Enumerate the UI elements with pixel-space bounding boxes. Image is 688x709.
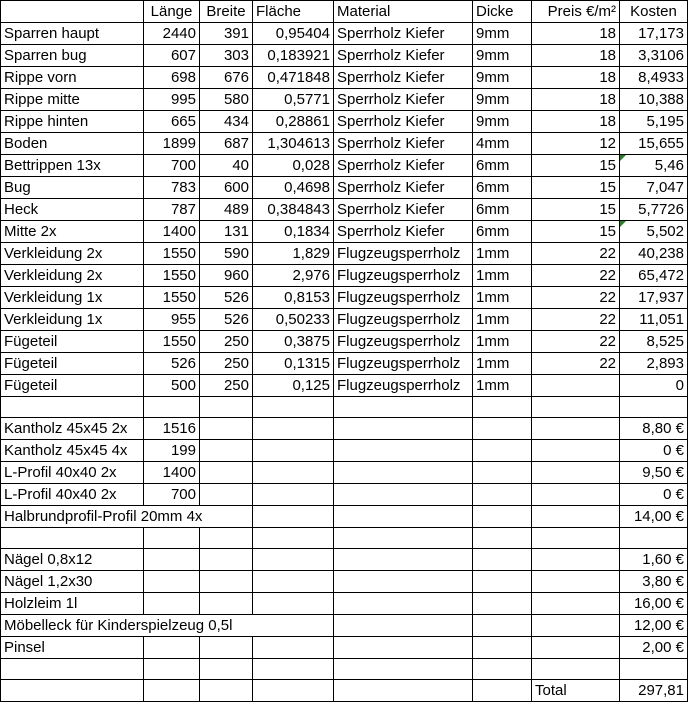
part-name-cell[interactable]: Verkleidung 2x (1, 265, 144, 287)
profile-kosten-cell[interactable]: 0 € (620, 484, 688, 506)
part-flaeche-cell[interactable]: 0,95404 (253, 23, 334, 45)
part-material-cell[interactable]: Sperrholz Kiefer (334, 177, 473, 199)
misc-name-cell[interactable]: Holzleim 1l (1, 593, 144, 615)
empty-cell[interactable] (473, 462, 532, 484)
empty-cell[interactable] (334, 397, 473, 418)
part-row (1, 155, 688, 177)
empty-cell[interactable] (532, 615, 620, 637)
empty-cell[interactable] (253, 680, 334, 702)
part-breite-cell[interactable]: 676 (200, 67, 253, 89)
part-kosten-cell[interactable]: 2,893 (620, 353, 688, 375)
part-row (1, 23, 688, 45)
empty-cell[interactable] (200, 397, 253, 418)
part-flaeche-cell[interactable]: 1,304613 (253, 133, 334, 155)
part-dicke-cell[interactable]: 1mm (473, 353, 532, 375)
header-cell-material[interactable]: Material (334, 1, 473, 23)
empty-cell[interactable] (473, 506, 532, 528)
empty-cell[interactable] (200, 528, 253, 549)
part-material-cell[interactable]: Flugzeugsperrholz (334, 243, 473, 265)
empty-cell[interactable] (200, 593, 253, 615)
misc-kosten-cell[interactable]: 16,00 € (620, 593, 688, 615)
part-dicke-cell[interactable]: 1mm (473, 331, 532, 353)
part-kosten-cell[interactable]: 17,173 (620, 23, 688, 45)
part-name-cell[interactable]: Sparren haupt (1, 23, 144, 45)
profile-row (1, 440, 688, 462)
part-flaeche-cell[interactable]: 0,471848 (253, 67, 334, 89)
empty-cell[interactable] (473, 637, 532, 659)
part-flaeche-cell[interactable]: 0,384843 (253, 199, 334, 221)
misc-kosten-cell[interactable]: 2,00 € (620, 637, 688, 659)
part-material-cell[interactable]: Flugzeugsperrholz (334, 309, 473, 331)
empty-cell[interactable] (334, 659, 473, 680)
part-dicke-cell[interactable]: 1mm (473, 265, 532, 287)
misc-name-cell[interactable]: Nägel 1,2x30 (1, 571, 144, 593)
blank-row (1, 397, 688, 418)
part-laenge-cell[interactable]: 1899 (144, 133, 200, 155)
part-kosten-cell[interactable]: 0 (620, 375, 688, 397)
part-material-cell[interactable]: Sperrholz Kiefer (334, 199, 473, 221)
part-name-cell[interactable]: Boden (1, 133, 144, 155)
part-preis-cell[interactable]: 18 (532, 45, 620, 67)
part-laenge-cell[interactable]: 1550 (144, 265, 200, 287)
empty-cell[interactable] (144, 680, 200, 702)
part-preis-cell[interactable] (532, 375, 620, 397)
part-name-cell[interactable]: Verkleidung 2x (1, 243, 144, 265)
empty-cell[interactable] (532, 593, 620, 615)
part-name-cell[interactable]: Sparren bug (1, 45, 144, 67)
empty-cell[interactable] (532, 659, 620, 680)
part-kosten-cell[interactable]: 7,047 (620, 177, 688, 199)
empty-cell[interactable] (253, 506, 334, 528)
empty-cell[interactable] (144, 528, 200, 549)
part-row (1, 265, 688, 287)
empty-cell[interactable] (473, 615, 532, 637)
part-kosten-cell[interactable]: 11,051 (620, 309, 688, 331)
part-breite-cell[interactable]: 580 (200, 89, 253, 111)
part-name-cell[interactable]: Mitte 2x (1, 221, 144, 243)
empty-cell[interactable] (334, 528, 473, 549)
empty-cell[interactable] (1, 680, 144, 702)
empty-cell[interactable] (334, 680, 473, 702)
empty-cell[interactable] (532, 506, 620, 528)
empty-cell[interactable] (253, 593, 334, 615)
part-breite-cell[interactable]: 489 (200, 199, 253, 221)
misc-row (1, 615, 688, 637)
empty-cell[interactable] (334, 418, 473, 440)
part-breite-cell[interactable]: 303 (200, 45, 253, 67)
empty-cell[interactable] (334, 637, 473, 659)
empty-cell[interactable] (334, 462, 473, 484)
part-laenge-cell[interactable]: 698 (144, 67, 200, 89)
part-breite-cell[interactable]: 434 (200, 111, 253, 133)
part-row (1, 309, 688, 331)
part-laenge-cell[interactable]: 607 (144, 45, 200, 67)
empty-cell[interactable] (473, 571, 532, 593)
profile-laenge-cell[interactable]: 1516 (144, 418, 200, 440)
empty-cell[interactable] (473, 418, 532, 440)
empty-cell[interactable] (473, 484, 532, 506)
empty-cell[interactable] (532, 484, 620, 506)
empty-cell[interactable] (200, 440, 253, 462)
part-material-cell[interactable]: Sperrholz Kiefer (334, 133, 473, 155)
part-material-cell[interactable]: Sperrholz Kiefer (334, 23, 473, 45)
empty-cell[interactable] (253, 659, 334, 680)
misc-kosten-cell[interactable]: 1,60 € (620, 549, 688, 571)
blank-row (1, 659, 688, 680)
part-breite-cell[interactable]: 960 (200, 265, 253, 287)
part-dicke-cell[interactable]: 9mm (473, 89, 532, 111)
header-cell-name[interactable] (1, 1, 144, 23)
empty-cell[interactable] (334, 440, 473, 462)
empty-cell[interactable] (334, 549, 473, 571)
empty-cell[interactable] (620, 397, 688, 418)
part-flaeche-cell[interactable]: 2,976 (253, 265, 334, 287)
misc-row (1, 549, 688, 571)
part-breite-cell[interactable]: 40 (200, 155, 253, 177)
part-laenge-cell[interactable]: 500 (144, 375, 200, 397)
part-dicke-cell[interactable]: 9mm (473, 111, 532, 133)
empty-cell[interactable] (144, 397, 200, 418)
header-cell-kosten[interactable]: Kosten (620, 1, 688, 23)
part-laenge-cell[interactable]: 665 (144, 111, 200, 133)
empty-cell[interactable] (253, 440, 334, 462)
part-flaeche-cell[interactable]: 0,5771 (253, 89, 334, 111)
empty-cell[interactable] (144, 637, 200, 659)
profile-name-cell[interactable]: Kantholz 45x45 2x (1, 418, 144, 440)
part-flaeche-cell[interactable]: 0,4698 (253, 177, 334, 199)
part-breite-cell[interactable]: 131 (200, 221, 253, 243)
empty-cell[interactable] (473, 593, 532, 615)
header-cell-dicke[interactable]: Dicke (473, 1, 532, 23)
empty-cell[interactable] (200, 659, 253, 680)
empty-cell[interactable] (1, 397, 144, 418)
part-name-cell[interactable]: Verkleidung 1x (1, 309, 144, 331)
empty-cell[interactable] (253, 637, 334, 659)
profile-laenge-cell[interactable]: 1400 (144, 462, 200, 484)
part-name-cell[interactable]: Rippe mitte (1, 89, 144, 111)
part-flaeche-cell[interactable]: 1,829 (253, 243, 334, 265)
part-kosten-cell[interactable]: 17,937 (620, 287, 688, 309)
empty-cell[interactable] (200, 680, 253, 702)
part-row (1, 287, 688, 309)
empty-cell[interactable] (473, 549, 532, 571)
part-row (1, 331, 688, 353)
misc-kosten-cell[interactable]: 12,00 € (620, 615, 688, 637)
part-row (1, 89, 688, 111)
part-row (1, 133, 688, 155)
part-laenge-cell[interactable]: 526 (144, 353, 200, 375)
profile-kosten-cell[interactable]: 9,50 € (620, 462, 688, 484)
part-kosten-cell[interactable]: 8,525 (620, 331, 688, 353)
part-kosten-cell[interactable]: 5,195 (620, 111, 688, 133)
misc-name-cell[interactable]: Möbelleck für Kinderspielzeug 0,5l (1, 615, 334, 637)
empty-cell[interactable] (334, 593, 473, 615)
empty-cell[interactable] (334, 571, 473, 593)
empty-cell[interactable] (253, 528, 334, 549)
part-name-cell[interactable]: Heck (1, 199, 144, 221)
part-preis-cell[interactable]: 15 (532, 199, 620, 221)
empty-cell[interactable] (144, 571, 200, 593)
spreadsheet-body (1, 1, 688, 702)
empty-cell[interactable] (532, 528, 620, 549)
empty-cell[interactable] (144, 593, 200, 615)
part-row (1, 375, 688, 397)
empty-cell[interactable] (1, 659, 144, 680)
empty-cell[interactable] (200, 484, 253, 506)
empty-cell[interactable] (334, 484, 473, 506)
total-value-cell[interactable]: 297,81 (620, 680, 688, 702)
part-material-cell[interactable]: Sperrholz Kiefer (334, 221, 473, 243)
part-dicke-cell[interactable]: 1mm (473, 309, 532, 331)
profile-name-cell[interactable]: Halbrundprofil-Profil 20mm 4x (1, 506, 253, 528)
part-kosten-cell[interactable]: 65,472 (620, 265, 688, 287)
part-kosten-cell[interactable]: 8,4933 (620, 67, 688, 89)
header-cell-preis[interactable]: Preis €/m² (532, 1, 620, 23)
part-row (1, 243, 688, 265)
part-material-cell[interactable]: Flugzeugsperrholz (334, 331, 473, 353)
part-kosten-cell[interactable]: 40,238 (620, 243, 688, 265)
part-dicke-cell[interactable]: 1mm (473, 243, 532, 265)
part-breite-cell[interactable]: 600 (200, 177, 253, 199)
part-name-cell[interactable]: Bug (1, 177, 144, 199)
empty-cell[interactable] (473, 659, 532, 680)
total-label-cell[interactable]: Total (532, 680, 620, 702)
part-flaeche-cell[interactable]: 0,1315 (253, 353, 334, 375)
part-flaeche-cell[interactable]: 0,50233 (253, 309, 334, 331)
empty-cell[interactable] (144, 549, 200, 571)
part-kosten-cell[interactable]: 5,46 (620, 155, 688, 177)
part-row (1, 353, 688, 375)
part-laenge-cell[interactable]: 955 (144, 309, 200, 331)
profile-name-cell[interactable]: L-Profil 40x40 2x (1, 462, 144, 484)
part-kosten-cell[interactable]: 3,3106 (620, 45, 688, 67)
part-dicke-cell[interactable]: 9mm (473, 23, 532, 45)
empty-cell[interactable] (253, 462, 334, 484)
empty-cell[interactable] (200, 549, 253, 571)
header-cell-flaeche[interactable]: Fläche (253, 1, 334, 23)
part-name-cell[interactable]: Fügeteil (1, 331, 144, 353)
profile-laenge-cell[interactable]: 199 (144, 440, 200, 462)
part-material-cell[interactable]: Flugzeugsperrholz (334, 375, 473, 397)
part-breite-cell[interactable]: 687 (200, 133, 253, 155)
profile-row (1, 462, 688, 484)
part-laenge-cell[interactable]: 995 (144, 89, 200, 111)
part-preis-cell[interactable]: 22 (532, 243, 620, 265)
empty-cell[interactable] (532, 637, 620, 659)
part-kosten-cell[interactable]: 5,7726 (620, 199, 688, 221)
part-material-cell[interactable]: Flugzeugsperrholz (334, 287, 473, 309)
empty-cell[interactable] (253, 484, 334, 506)
part-flaeche-cell[interactable]: 0,28861 (253, 111, 334, 133)
part-kosten-cell[interactable]: 15,655 (620, 133, 688, 155)
part-laenge-cell[interactable]: 787 (144, 199, 200, 221)
part-row (1, 221, 688, 243)
part-laenge-cell[interactable]: 1550 (144, 243, 200, 265)
part-laenge-cell[interactable]: 700 (144, 155, 200, 177)
part-flaeche-cell[interactable]: 0,1834 (253, 221, 334, 243)
profile-name-cell[interactable]: Kantholz 45x45 4x (1, 440, 144, 462)
part-name-cell[interactable]: Fügeteil (1, 375, 144, 397)
part-dicke-cell[interactable]: 9mm (473, 45, 532, 67)
part-row (1, 199, 688, 221)
part-breite-cell[interactable]: 250 (200, 353, 253, 375)
part-material-cell[interactable]: Sperrholz Kiefer (334, 67, 473, 89)
misc-name-cell[interactable]: Nägel 0,8x12 (1, 549, 144, 571)
part-preis-cell[interactable]: 18 (532, 67, 620, 89)
empty-cell[interactable] (532, 571, 620, 593)
part-row (1, 177, 688, 199)
part-breite-cell[interactable]: 526 (200, 309, 253, 331)
misc-name-cell[interactable]: Pinsel (1, 637, 144, 659)
part-dicke-cell[interactable]: 1mm (473, 375, 532, 397)
part-name-cell[interactable]: Fügeteil (1, 353, 144, 375)
empty-cell[interactable] (532, 418, 620, 440)
part-row (1, 45, 688, 67)
part-dicke-cell[interactable]: 6mm (473, 221, 532, 243)
empty-cell[interactable] (532, 397, 620, 418)
empty-cell[interactable] (144, 659, 200, 680)
empty-cell[interactable] (253, 571, 334, 593)
part-flaeche-cell[interactable]: 0,183921 (253, 45, 334, 67)
empty-cell[interactable] (1, 528, 144, 549)
empty-cell[interactable] (200, 462, 253, 484)
empty-cell[interactable] (253, 397, 334, 418)
profile-laenge-cell[interactable]: 700 (144, 484, 200, 506)
profile-row (1, 506, 688, 528)
blank-row (1, 528, 688, 549)
part-name-cell[interactable]: Rippe hinten (1, 111, 144, 133)
part-preis-cell[interactable]: 22 (532, 287, 620, 309)
part-laenge-cell[interactable]: 1550 (144, 331, 200, 353)
part-name-cell[interactable]: Rippe vorn (1, 67, 144, 89)
empty-cell[interactable] (253, 549, 334, 571)
part-preis-cell[interactable]: 22 (532, 331, 620, 353)
misc-row (1, 637, 688, 659)
part-material-cell[interactable]: Sperrholz Kiefer (334, 45, 473, 67)
header-row (1, 1, 688, 23)
part-dicke-cell[interactable]: 4mm (473, 133, 532, 155)
part-material-cell[interactable]: Sperrholz Kiefer (334, 155, 473, 177)
misc-row (1, 571, 688, 593)
profile-row (1, 418, 688, 440)
profile-kosten-cell[interactable]: 14,00 € (620, 506, 688, 528)
misc-row (1, 593, 688, 615)
part-breite-cell[interactable]: 250 (200, 375, 253, 397)
empty-cell[interactable] (620, 659, 688, 680)
part-breite-cell[interactable]: 250 (200, 331, 253, 353)
part-flaeche-cell[interactable]: 0,3875 (253, 331, 334, 353)
empty-cell[interactable] (532, 462, 620, 484)
profile-kosten-cell[interactable]: 8,80 € (620, 418, 688, 440)
part-breite-cell[interactable]: 391 (200, 23, 253, 45)
total-row (1, 680, 688, 702)
empty-cell[interactable] (473, 397, 532, 418)
header-cell-laenge[interactable]: Länge (144, 1, 200, 23)
part-dicke-cell[interactable]: 9mm (473, 67, 532, 89)
profile-name-cell[interactable]: L-Profil 40x40 2x (1, 484, 144, 506)
part-dicke-cell[interactable]: 6mm (473, 155, 532, 177)
part-material-cell[interactable]: Sperrholz Kiefer (334, 89, 473, 111)
empty-cell[interactable] (253, 418, 334, 440)
part-material-cell[interactable]: Flugzeugsperrholz (334, 265, 473, 287)
part-material-cell[interactable]: Sperrholz Kiefer (334, 111, 473, 133)
profile-kosten-cell[interactable]: 0 € (620, 440, 688, 462)
part-laenge-cell[interactable]: 783 (144, 177, 200, 199)
part-flaeche-cell[interactable]: 0,028 (253, 155, 334, 177)
misc-kosten-cell[interactable]: 3,80 € (620, 571, 688, 593)
empty-cell[interactable] (200, 637, 253, 659)
header-cell-breite[interactable]: Breite (200, 1, 253, 23)
part-name-cell[interactable]: Bettrippen 13x (1, 155, 144, 177)
empty-cell[interactable] (200, 571, 253, 593)
part-breite-cell[interactable]: 526 (200, 287, 253, 309)
empty-cell[interactable] (200, 418, 253, 440)
part-name-cell[interactable]: Verkleidung 1x (1, 287, 144, 309)
part-preis-cell[interactable]: 22 (532, 309, 620, 331)
part-dicke-cell[interactable]: 1mm (473, 287, 532, 309)
part-preis-cell[interactable]: 15 (532, 155, 620, 177)
empty-cell[interactable] (473, 440, 532, 462)
part-kosten-cell[interactable]: 5,502 (620, 221, 688, 243)
part-row (1, 67, 688, 89)
part-preis-cell[interactable]: 22 (532, 265, 620, 287)
empty-cell[interactable] (334, 615, 473, 637)
empty-cell[interactable] (473, 528, 532, 549)
part-laenge-cell[interactable]: 1400 (144, 221, 200, 243)
part-flaeche-cell[interactable]: 0,125 (253, 375, 334, 397)
part-preis-cell[interactable]: 18 (532, 89, 620, 111)
profile-row (1, 484, 688, 506)
part-laenge-cell[interactable]: 1550 (144, 287, 200, 309)
part-preis-cell[interactable]: 22 (532, 353, 620, 375)
part-preis-cell[interactable]: 15 (532, 177, 620, 199)
part-preis-cell[interactable]: 18 (532, 111, 620, 133)
part-laenge-cell[interactable]: 2440 (144, 23, 200, 45)
empty-cell[interactable] (620, 528, 688, 549)
empty-cell[interactable] (334, 506, 473, 528)
part-material-cell[interactable]: Flugzeugsperrholz (334, 353, 473, 375)
part-preis-cell[interactable]: 15 (532, 221, 620, 243)
part-kosten-cell[interactable]: 10,388 (620, 89, 688, 111)
part-preis-cell[interactable]: 18 (532, 23, 620, 45)
empty-cell[interactable] (532, 440, 620, 462)
empty-cell[interactable] (532, 549, 620, 571)
part-row (1, 111, 688, 133)
part-preis-cell[interactable]: 12 (532, 133, 620, 155)
part-dicke-cell[interactable]: 6mm (473, 177, 532, 199)
part-dicke-cell[interactable]: 6mm (473, 199, 532, 221)
part-breite-cell[interactable]: 590 (200, 243, 253, 265)
empty-cell[interactable] (473, 680, 532, 702)
part-flaeche-cell[interactable]: 0,8153 (253, 287, 334, 309)
